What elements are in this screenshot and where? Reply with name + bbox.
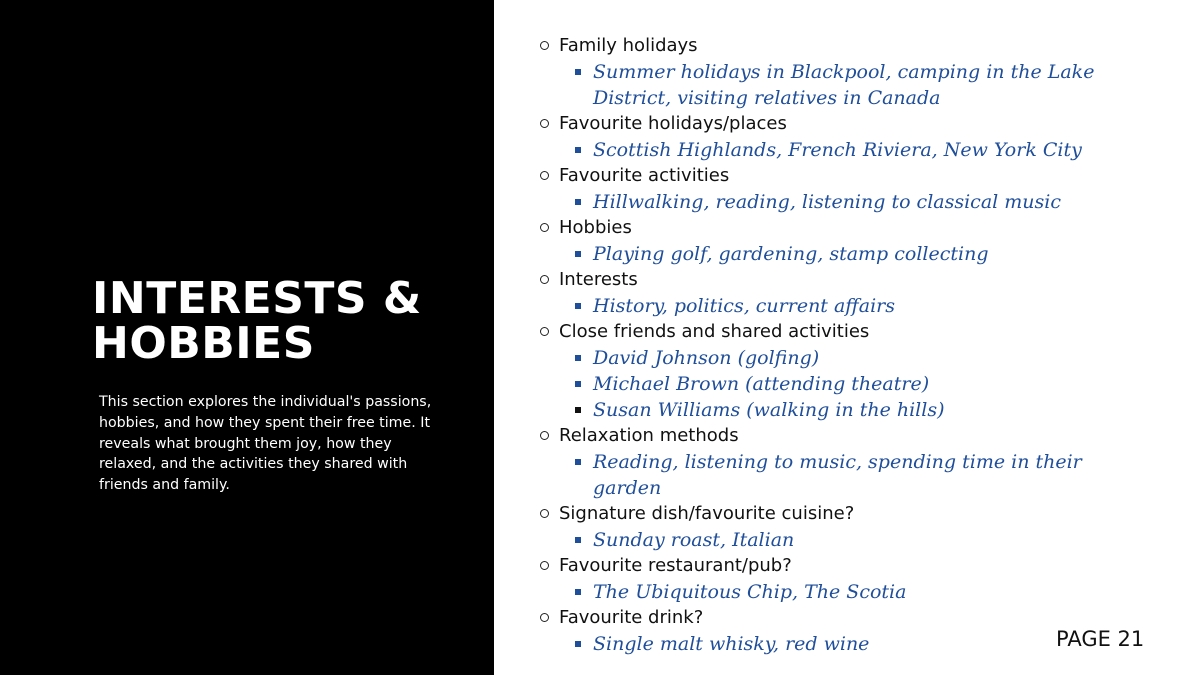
answer-list (559, 189, 1139, 215)
topic-label: Close friends and shared activities (559, 321, 870, 342)
answer-item (559, 579, 1123, 605)
answer-text: Summer holidays in Blackpool, camping in the Lake District, visiting relatives in Canada (593, 61, 1095, 109)
answer-text: Hillwalking, reading, listening to classical music (593, 191, 1061, 213)
answer-list (559, 527, 1139, 553)
square-bullet-icon (575, 459, 581, 465)
topic-label: Signature dish/favourite cuisine? (559, 503, 855, 524)
hollow-circle-bullet-icon (540, 223, 549, 232)
answer-item (559, 59, 1123, 111)
square-bullet-icon (575, 537, 581, 543)
square-bullet-icon (575, 589, 581, 595)
topic-label: Favourite restaurant/pub? (559, 555, 792, 576)
square-bullet-icon (575, 251, 581, 257)
section-title (92, 273, 472, 369)
answer-text: History, politics, current affairs (593, 295, 896, 317)
answer-list (559, 241, 1139, 267)
topic-interests (539, 267, 1139, 319)
hollow-circle-bullet-icon (540, 431, 549, 440)
answer-item (559, 189, 1123, 215)
topic-favourite-holidays (539, 111, 1139, 163)
topic-family-holidays (539, 33, 1139, 111)
square-bullet-icon (575, 407, 581, 413)
section-title-line-1: INTERESTS & (92, 273, 422, 324)
right-panel (494, 0, 1200, 675)
left-panel (0, 0, 494, 675)
topic-favourite-activities (539, 163, 1139, 215)
square-bullet-icon (575, 641, 581, 647)
topic-relaxation-methods (539, 423, 1139, 501)
hollow-circle-bullet-icon (540, 119, 549, 128)
square-bullet-icon (575, 199, 581, 205)
answer-item (559, 631, 1123, 657)
answer-list (559, 59, 1139, 111)
answer-list (559, 137, 1139, 163)
square-bullet-icon (575, 303, 581, 309)
answer-text: David Johnson (golfing) (593, 347, 820, 369)
hollow-circle-bullet-icon (540, 41, 549, 50)
answer-item (559, 345, 1123, 371)
answer-item (559, 371, 1123, 397)
topic-label: Relaxation methods (559, 425, 739, 446)
answer-text: Single malt whisky, red wine (593, 633, 870, 655)
hollow-circle-bullet-icon (540, 275, 549, 284)
square-bullet-icon (575, 355, 581, 361)
page-number: PAGE 21 (1056, 627, 1145, 651)
answer-text: Susan Williams (walking in the hills) (593, 399, 945, 421)
answer-list (559, 293, 1139, 319)
answer-item (559, 293, 1123, 319)
square-bullet-icon (575, 381, 581, 387)
topic-hobbies (539, 215, 1139, 267)
answer-item (559, 527, 1123, 553)
square-bullet-icon (575, 147, 581, 153)
section-description: This section explores the individual's passions, hobbies, and how they spent their free time. It reveals what brought them joy, how they relaxed, and the activities they shared with friends and family. (99, 394, 432, 494)
topic-label: Favourite holidays/places (559, 113, 787, 134)
hollow-circle-bullet-icon (540, 327, 549, 336)
topic-favourite-restaurant (539, 553, 1139, 605)
answer-text: Playing golf, gardening, stamp collecting (593, 243, 989, 265)
answer-list (559, 449, 1139, 501)
answer-list (559, 631, 1139, 657)
topic-label: Favourite drink? (559, 607, 704, 628)
hollow-circle-bullet-icon (540, 509, 549, 518)
answer-text: Scottish Highlands, French Riviera, New York City (593, 139, 1082, 161)
topic-label: Interests (559, 269, 638, 290)
answer-item (559, 241, 1123, 267)
section-title-line-2: HOBBIES (92, 318, 315, 369)
answer-text: Michael Brown (attending theatre) (593, 373, 930, 395)
topic-label: Family holidays (559, 35, 698, 56)
topic-close-friends (539, 319, 1139, 423)
hollow-circle-bullet-icon (540, 613, 549, 622)
hollow-circle-bullet-icon (540, 561, 549, 570)
answer-text: Reading, listening to music, spending time in their garden (593, 451, 1082, 499)
answer-item (559, 449, 1123, 501)
topic-signature-dish (539, 501, 1139, 553)
answer-list (559, 579, 1139, 605)
interests-outline (539, 33, 1139, 657)
answer-item (559, 397, 1123, 423)
square-bullet-icon (575, 69, 581, 75)
topic-favourite-drink (539, 605, 1139, 657)
answer-item (559, 137, 1123, 163)
answer-list (559, 345, 1139, 423)
topic-label: Hobbies (559, 217, 632, 238)
answer-text: The Ubiquitous Chip, The Scotia (593, 581, 907, 603)
answer-text: Sunday roast, Italian (593, 529, 795, 551)
hollow-circle-bullet-icon (540, 171, 549, 180)
topic-label: Favourite activities (559, 165, 730, 186)
